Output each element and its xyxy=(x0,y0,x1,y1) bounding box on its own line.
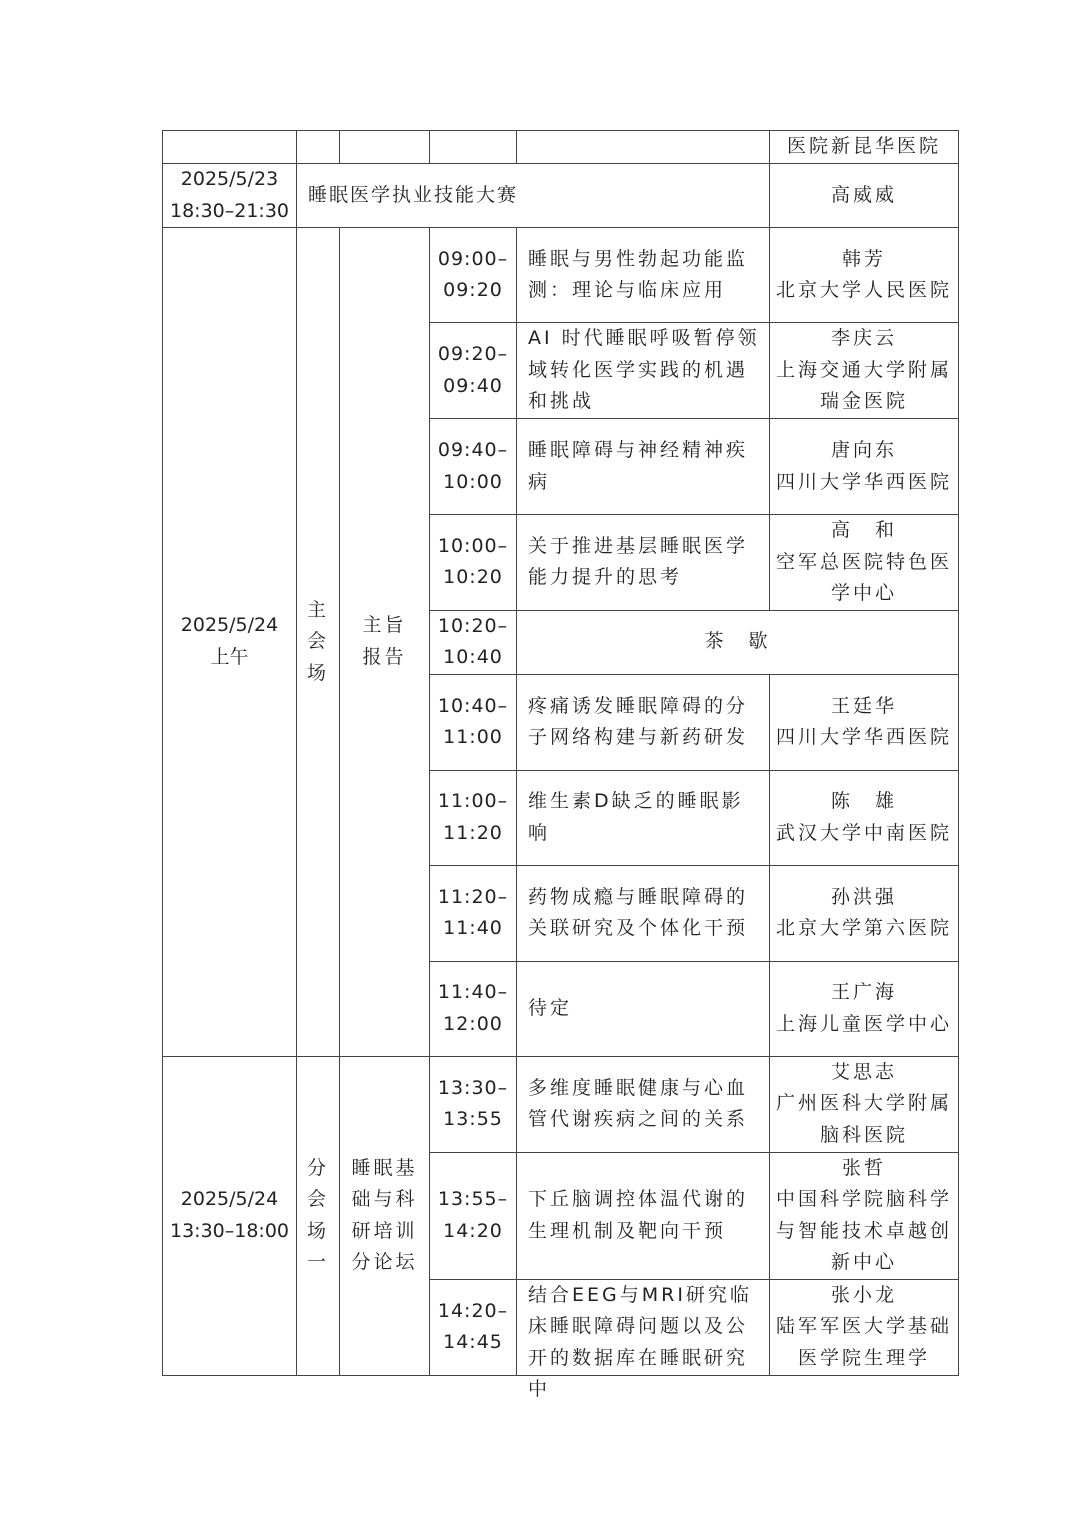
time-cell: 09:00– 09:20 xyxy=(430,228,517,323)
speaker-cell: 唐向东 四川大学华西医院 xyxy=(770,419,959,515)
topic-cell: 多维度睡眠健康与心血管代谢疾病之间的关系 xyxy=(517,1056,770,1152)
topic-cell: 下丘脑调控体温代谢的生理机制及靶向干预 xyxy=(517,1152,770,1279)
topic-cell: 关于推进基层睡眠医学能力提升的思考 xyxy=(517,515,770,611)
time-cell: 09:40– 10:00 xyxy=(430,419,517,515)
speaker-cell: 陈 雄 武汉大学中南医院 xyxy=(770,770,959,865)
speaker-cell: 孙洪强 北京大学第六医院 xyxy=(770,865,959,961)
time-cell: 13:55– 14:20 xyxy=(430,1152,517,1279)
time-cell: 09:20– 09:40 xyxy=(430,323,517,419)
topic-cell: 药物成瘾与睡眠障碍的关联研究及个体化干预 xyxy=(517,865,770,961)
speaker-cell: 医院新昆华医院 xyxy=(770,131,959,164)
topic-cell: 结合EEG与MRI研究临床睡眠障碍问题以及公开的数据库在睡眠研究中 xyxy=(517,1279,770,1375)
topic-cell: AI 时代睡眠呼吸暂停领域转化医学实践的机遇和挑战 xyxy=(517,323,770,419)
speaker-cell: 李庆云 上海交通大学附属瑞金医院 xyxy=(770,323,959,419)
session-cell: 主旨报告 xyxy=(340,228,430,1057)
tea-break-cell: 茶 歇 xyxy=(517,610,959,674)
date-cell: 2025/5/23 18:30–21:30 xyxy=(163,164,297,228)
speaker-cell: 王廷华 四川大学华西医院 xyxy=(770,674,959,770)
speaker-cell: 韩芳 北京大学人民医院 xyxy=(770,228,959,323)
topic-cell: 维生素D缺乏的睡眠影响 xyxy=(517,770,770,865)
venue-cell: 主会场 xyxy=(297,228,340,1057)
time-cell: 10:40– 11:00 xyxy=(430,674,517,770)
speaker-cell: 艾思志 广州医科大学附属脑科医院 xyxy=(770,1056,959,1152)
date-cell: 2025/5/24 13:30–18:00 xyxy=(163,1056,297,1375)
topic-cell: 睡眠与男性勃起功能监测：理论与临床应用 xyxy=(517,228,770,323)
time-cell: 10:00– 10:20 xyxy=(430,515,517,611)
time-cell: 11:00– 11:20 xyxy=(430,770,517,865)
time-cell: 11:40– 12:00 xyxy=(430,961,517,1056)
venue-cell: 分会场一 xyxy=(297,1056,340,1375)
event-title: 睡眠医学执业技能大赛 xyxy=(297,164,770,228)
table-row xyxy=(163,228,959,323)
topic-cell: 待定 xyxy=(517,961,770,1056)
time-cell: 14:20– 14:45 xyxy=(430,1279,517,1375)
time-cell: 13:30– 13:55 xyxy=(430,1056,517,1152)
time-cell: 11:20– 11:40 xyxy=(430,865,517,961)
session-cell: 睡眠基础与科研培训分论坛 xyxy=(340,1056,430,1375)
topic-cell: 睡眠障碍与神经精神疾病 xyxy=(517,419,770,515)
table-row xyxy=(163,164,959,228)
speaker-cell: 张哲 中国科学院脑科学与智能技术卓越创新中心 xyxy=(770,1152,959,1279)
speaker-cell: 高 和 空军总医院特色医学中心 xyxy=(770,515,959,611)
topic-cell: 疼痛诱发睡眠障碍的分子网络构建与新药研发 xyxy=(517,674,770,770)
time-cell: 10:20– 10:40 xyxy=(430,610,517,674)
speaker-cell: 王广海 上海儿童医学中心 xyxy=(770,961,959,1056)
table-row xyxy=(163,1056,959,1152)
date-cell: 2025/5/24 上午 xyxy=(163,228,297,1057)
table-row xyxy=(163,131,959,164)
speaker-cell: 高威威 xyxy=(770,164,959,228)
speaker-cell: 张小龙 陆军军医大学基础医学院生理学 xyxy=(770,1279,959,1375)
schedule-table xyxy=(162,130,959,1400)
